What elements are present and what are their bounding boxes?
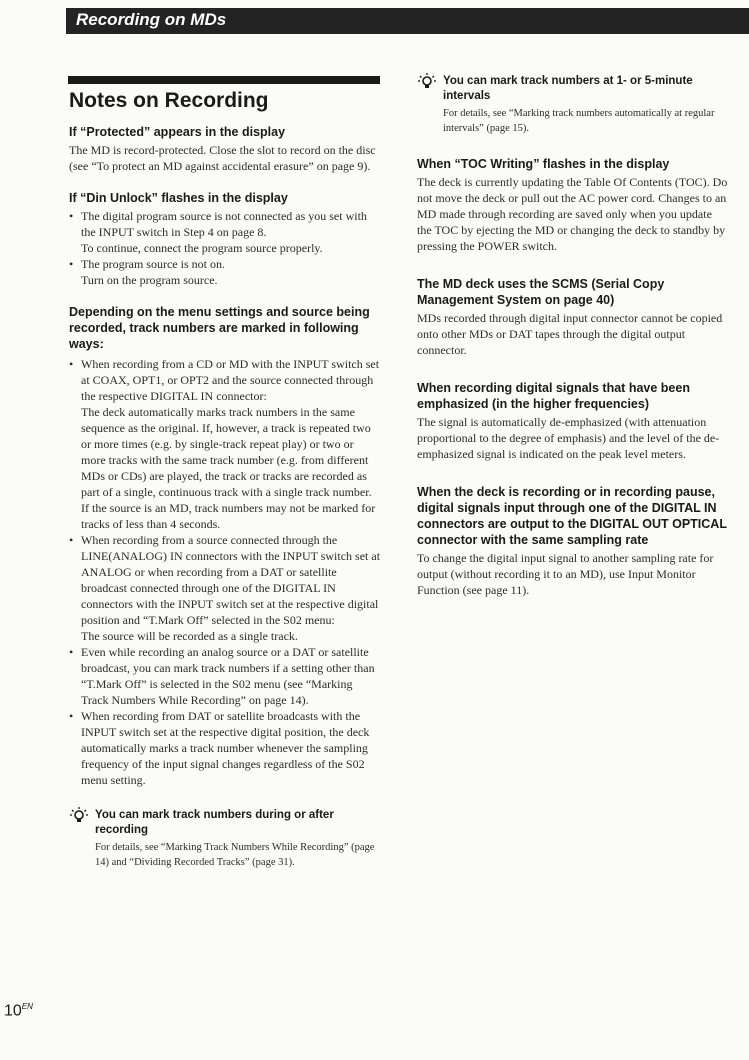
scms-note <box>417 276 729 358</box>
scms-body: MDs recorded through digital input connector cannot be copied onto other MDs or DAT tapes through the digital output connector. <box>417 311 723 357</box>
din-unlock-bullet-2: • The program source is not on. <box>69 256 381 272</box>
din-unlock-heading: If “Din Unlock” flashes in the display <box>69 191 288 206</box>
depending-bullet-3: • Even while recording an analog source or a DAT or satellite broadcast, you can mark track numbers if a setting other than “T.Mark Off” is selected in the S02 menu (see “Marking Track Numbers While Recording” on page 14). <box>69 644 381 708</box>
scms-heading: The MD deck uses the SCMS (Serial Copy Management System on page 40) <box>417 277 665 307</box>
toc-note <box>417 156 729 254</box>
page-number-value: 10 <box>4 1002 22 1020</box>
depending-bullet-4: • When recording from DAT or satellite broadcasts with the INPUT switch set at the respective digital position, the deck automatically marks a track number whenever the sampling frequency of the input signal changes regardless of the S02 menu setting. <box>69 708 381 788</box>
depending-heading: Depending on the menu settings and source being recorded, track numbers are marked in following ways: <box>69 305 370 352</box>
interval-tip-heading: You can mark track numbers at 1- or 5-minute intervals <box>443 75 693 102</box>
din-unlock-bullet-1-sub: To continue, connect the program source properly. <box>81 241 323 256</box>
page-number <box>4 1002 33 1020</box>
depending-note <box>69 304 381 788</box>
protected-body: The MD is record-protected. Close the slot to record on the disc (see “To protect an MD against accidental erasure” on page 9). <box>69 143 376 174</box>
din-unlock-bullet-1: • The digital program source is not connected as you set with the INPUT switch in Step 4 on page 8. <box>69 208 381 240</box>
left-column <box>69 76 381 870</box>
toc-heading: When “TOC Writing” flashes in the display <box>417 157 670 171</box>
right-column <box>417 74 729 614</box>
header-title: Recording on MDs <box>76 10 227 29</box>
section-rule <box>68 76 380 84</box>
tip-mark-track-numbers <box>69 808 381 870</box>
protected-note <box>69 124 381 174</box>
pause-note <box>417 484 729 598</box>
section-title: Notes on Recording <box>69 89 269 112</box>
page-number-suffix: EN <box>21 1002 33 1011</box>
depending-bullet-2-sub: The source will be recorded as a single track. <box>81 629 298 644</box>
emphasized-heading: When recording digital signals that have been emphasized (in the higher frequencies) <box>417 381 690 411</box>
depending-bullet-1-sub: The deck automatically marks track numbers in the same sequence as the original. If, however, a track is repeated two or more times (e.g. by single-track repeat play) or two or more tracks with the same track number (e.g. from different MDs or CDs) are played, the track or tracks are recorded as part of a single, continuous track with a single track number. If the source is an MD, track numbers may not be marked for tracks of less than 4 seconds. <box>81 405 376 532</box>
pause-heading: When the deck is recording or in recording pause, digital signals input through one of the DIGITAL IN connectors are output to the DIGITAL OUT OPTICAL connector with the same sampling rate <box>417 485 727 547</box>
emphasized-note <box>417 380 729 462</box>
lightbulb-icon <box>417 72 437 92</box>
din-unlock-bullet-2-sub: Turn on the program source. <box>81 273 218 288</box>
tip-interval-marking <box>417 74 729 136</box>
interval-tip-body: For details, see “Marking track numbers automatically at regular intervals” (page 15). <box>443 108 715 134</box>
tip-heading: You can mark track numbers during or after recording <box>95 809 334 837</box>
din-unlock-note <box>69 190 381 288</box>
toc-body: The deck is currently updating the Table Of Contents (TOC). Do not move the deck or pull out the AC power cord. Changes to an MD made through recording are saved only when you update the TOC by ejecting the MD or changing the deck to standby by pressing the POWER switch. <box>417 175 728 253</box>
depending-bullet-1: • When recording from a CD or MD with the INPUT switch set at COAX, OPT1, or OPT2 and the source connected through the respective DIGITAL IN connector: <box>69 356 381 404</box>
tip-body: For details, see “Marking Track Numbers While Recording” (page 14) and “Dividing Recorded Tracks” (page 31). <box>95 842 375 869</box>
pause-body: To change the digital input signal to another sampling rate for output (without recording it to an MD), use Input Monitor Function (see page 11). <box>417 551 714 597</box>
depending-bullet-2: • When recording from a source connected through the LINE(ANALOG) IN connectors with the INPUT switch set at ANALOG or when recording from a DAT or satellite broadcast connected through one of the DIGITAL IN connectors with the INPUT switch set at the respective digital position and “T.Mark Off” selected in the S02 menu: <box>69 532 381 628</box>
emphasized-body: The signal is automatically de-emphasized (with attenuation proportional to the degree of emphasis) and the level of the de-emphasized signal is indicated on the peak level meters. <box>417 415 720 461</box>
lightbulb-icon <box>69 806 89 826</box>
protected-heading: If “Protected” appears in the display <box>69 125 286 140</box>
